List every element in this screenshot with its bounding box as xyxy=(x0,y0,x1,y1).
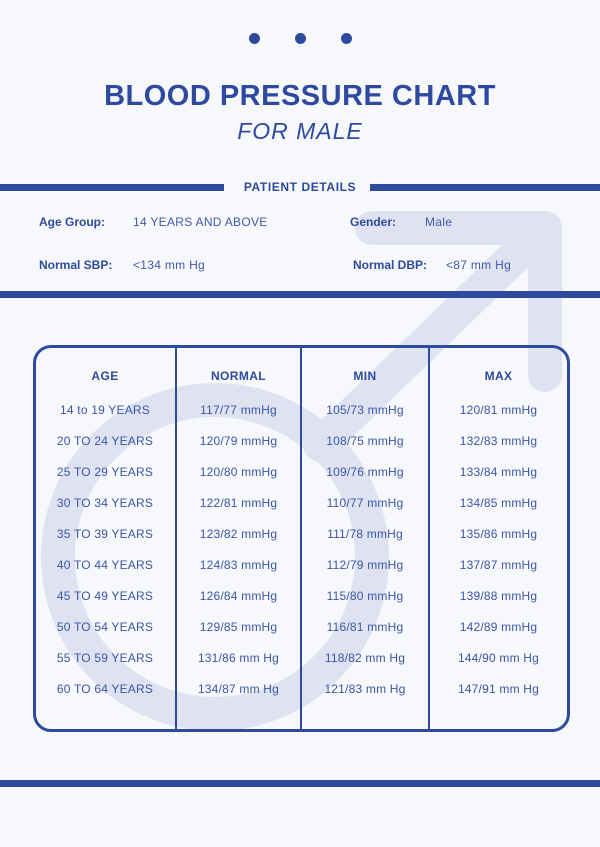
sbp-value: <134 mm Hg xyxy=(133,258,206,272)
dbp-value: <87 mm Hg xyxy=(446,258,512,272)
dbp-row xyxy=(353,258,427,272)
cell-min: 111/78 mmHg xyxy=(327,527,403,541)
dot-2 xyxy=(295,33,306,44)
cell-max: 144/90 mm Hg xyxy=(457,651,540,665)
cell-max: 133/84 mmHg xyxy=(459,465,538,479)
dot-1 xyxy=(249,33,260,44)
dot-3 xyxy=(341,33,352,44)
cell-age: 20 TO 24 YEARS xyxy=(56,434,154,448)
page-title: BLOOD PRESSURE CHART xyxy=(104,80,496,112)
cell-max: 132/83 mmHg xyxy=(459,434,538,448)
age-group-label: Age Group: xyxy=(39,215,105,229)
sbp-value-wrap xyxy=(133,258,205,272)
dbp-value-wrap xyxy=(446,258,511,272)
cell-normal: 134/87 mm Hg xyxy=(197,682,280,696)
cell-age: 55 TO 59 YEARS xyxy=(56,651,154,665)
decorative-dots xyxy=(0,33,600,45)
cell-age: 50 TO 54 YEARS xyxy=(56,620,154,634)
age-group-row xyxy=(39,215,105,229)
section-label-patient-details: PATIENT DETAILS xyxy=(243,180,357,194)
header-age: AGE xyxy=(91,369,119,383)
cell-normal: 122/81 mmHg xyxy=(199,496,278,510)
cell-min: 116/81 mmHg xyxy=(326,620,404,634)
age-group-value: 14 YEARS AND ABOVE xyxy=(133,215,268,229)
sbp-row xyxy=(39,258,112,272)
cell-max: 137/87 mmHg xyxy=(459,558,538,572)
cell-age: 25 TO 29 YEARS xyxy=(56,465,154,479)
divider-right xyxy=(370,184,600,191)
cell-min: 105/73 mmHg xyxy=(326,403,404,417)
cell-max: 139/88 mmHg xyxy=(459,589,538,603)
cell-normal: 117/77 mmHg xyxy=(200,403,277,417)
cell-normal: 120/80 mmHg xyxy=(199,465,278,479)
cell-age: 35 TO 39 YEARS xyxy=(56,527,154,541)
cell-normal: 123/82 mmHg xyxy=(199,527,278,541)
gender-row xyxy=(350,215,396,229)
cell-min: 121/83 mm Hg xyxy=(324,682,406,696)
header-min: MIN xyxy=(353,369,377,383)
cell-age: 40 TO 44 YEARS xyxy=(56,558,154,572)
cell-min: 115/80 mmHg xyxy=(326,589,404,603)
cell-max: 135/86 mmHg xyxy=(459,527,538,541)
cell-max: 142/89 mmHg xyxy=(459,620,538,634)
cell-age: 60 TO 64 YEARS xyxy=(56,682,154,696)
gender-value-wrap xyxy=(425,215,452,229)
cell-min: 110/77 mmHg xyxy=(326,496,404,510)
cell-normal: 120/79 mmHg xyxy=(199,434,278,448)
age-group-value-wrap xyxy=(133,215,268,229)
divider-left xyxy=(0,184,224,191)
header-normal: NORMAL xyxy=(210,369,267,383)
cell-normal: 124/83 mmHg xyxy=(199,558,278,572)
cell-age: 30 TO 34 YEARS xyxy=(56,496,154,510)
dbp-label: Normal DBP: xyxy=(353,258,428,272)
cell-min: 109/76 mmHg xyxy=(326,465,404,479)
cell-normal: 126/84 mmHg xyxy=(199,589,278,603)
cell-min: 118/82 mm Hg xyxy=(324,651,406,665)
cell-min: 112/79 mmHg xyxy=(326,558,404,572)
gender-label: Gender: xyxy=(350,215,397,229)
cell-max: 134/85 mmHg xyxy=(459,496,538,510)
gender-value: Male xyxy=(425,215,453,229)
cell-max: 147/91 mm Hg xyxy=(457,682,540,696)
header-max: MAX xyxy=(484,369,513,383)
cell-normal: 129/85 mmHg xyxy=(199,620,278,634)
cell-age: 14 to 19 YEARS xyxy=(60,403,150,417)
sbp-label: Normal SBP: xyxy=(39,258,113,272)
cell-max: 120/81 mmHg xyxy=(459,403,538,417)
divider-details-bottom xyxy=(0,291,600,298)
divider-footer xyxy=(0,780,600,787)
cell-normal: 131/86 mm Hg xyxy=(197,651,280,665)
cell-age: 45 TO 49 YEARS xyxy=(56,589,154,603)
page-subtitle: FOR MALE xyxy=(237,118,363,144)
cell-min: 108/75 mmHg xyxy=(326,434,404,448)
